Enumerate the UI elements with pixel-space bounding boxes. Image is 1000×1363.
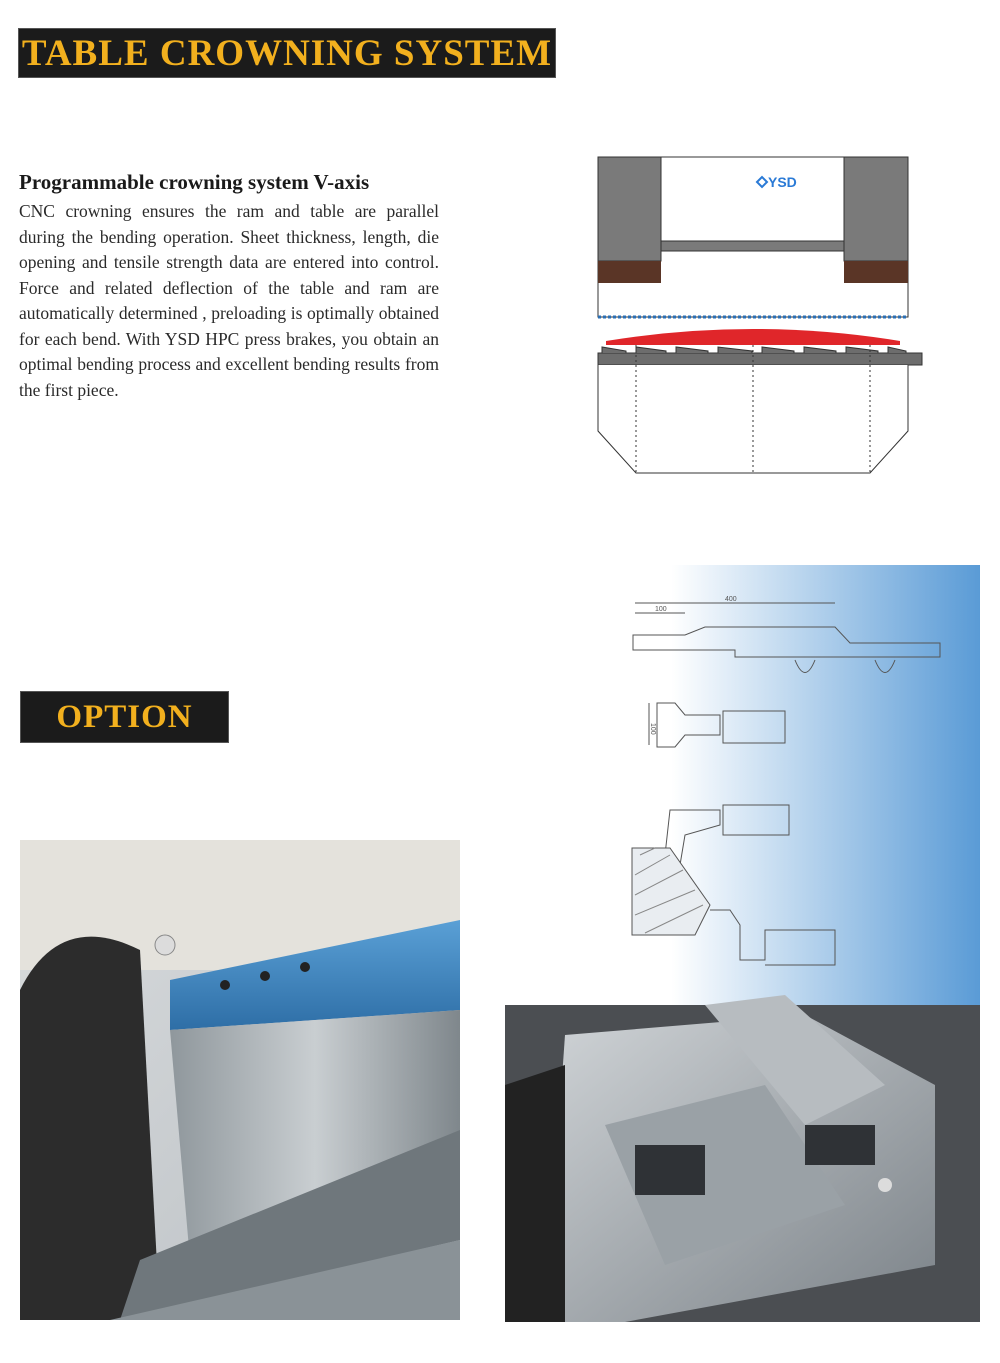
clamp-drawing-and-photo — [505, 565, 980, 1322]
right-brown-block — [844, 261, 908, 283]
table-crowning-banner — [18, 28, 556, 78]
crown-shape — [606, 329, 900, 345]
option-title: OPTION — [56, 698, 193, 735]
dimension-label-c: 100 — [649, 723, 656, 735]
die-wedges — [602, 347, 906, 353]
crowning-heading: Programmable crowning system V-axis — [19, 170, 370, 194]
left-column — [598, 157, 661, 261]
clamp-photo — [505, 995, 980, 1322]
crowning-description — [19, 170, 439, 403]
crossbar — [661, 241, 844, 251]
ysd-logo-text: YSD — [768, 174, 797, 190]
dimension-label-a: 400 — [725, 596, 737, 603]
dark-curve — [20, 937, 160, 1320]
crowning-diagram — [596, 155, 926, 475]
press-brake-tooling-photo — [20, 840, 460, 1320]
die-rail — [598, 353, 922, 365]
crowning-body-text: CNC crowning ensures the ram and table are parallel during the bending operation. Sheet thickness, length, die opening and tensile strength data are entered into control. Force and related deflection of the table and ram are automatically determined , preloading is optimally obtained for each bend. With YSD HPC press brakes, you obtain an optimal bending process and excellent bending results from the first piece. — [19, 201, 439, 400]
dimension-label-b: 100 — [655, 606, 667, 613]
right-column — [844, 157, 908, 261]
option-banner — [20, 691, 229, 743]
table-crowning-title: TABLE CROWNING SYSTEM — [21, 32, 553, 74]
left-brown-block — [598, 261, 661, 283]
